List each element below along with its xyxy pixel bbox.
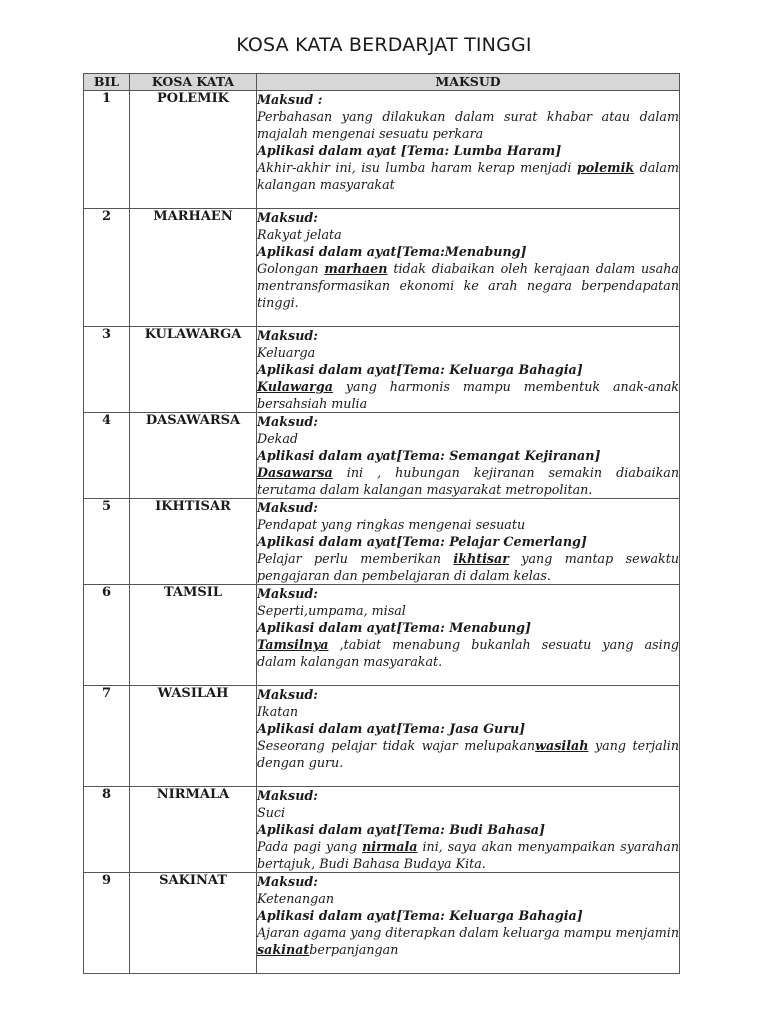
aplikasi-label: Aplikasi dalam ayat[Tema: Jasa Guru] <box>257 721 526 736</box>
aplikasi-label: Aplikasi dalam ayat[Tema: Semangat Kejiranan] <box>257 448 601 463</box>
sentence-text: dalam kalangan masyarakat <box>257 160 680 192</box>
meaning-text: Seperti,umpama, misal <box>257 603 406 618</box>
sentence-keyword: polemik <box>576 160 635 175</box>
meaning-cell <box>257 91 680 209</box>
sentence-text: tidak diabaikan oleh kerajaan dalam usaha mentransformasikan ekonomi ke arah negara berpendapatan tinggi. <box>257 261 679 310</box>
maksud-label: Maksud : <box>257 92 323 107</box>
meaning-text: Rakyat jelata <box>257 227 342 242</box>
sentence-text: ini, saya akan menyampaikan syarahan bertajuk, Budi Bahasa Budaya Kita. <box>257 839 679 871</box>
meaning-cell <box>257 873 680 974</box>
table-row <box>84 787 680 873</box>
vocab-word: DASAWARSA <box>130 413 257 499</box>
row-number: 3 <box>84 327 130 413</box>
row-number: 1 <box>84 91 130 209</box>
table-row <box>84 209 680 327</box>
sentence-keyword: marhaen <box>324 261 388 276</box>
vocab-word: NIRMALA <box>130 787 257 873</box>
meaning-text: Dekad <box>257 431 299 446</box>
example-sentence <box>257 924 679 958</box>
sentence-text: Pada pagi yang <box>257 839 363 854</box>
aplikasi-label: Aplikasi dalam ayat[Tema: Keluarga Bahagia] <box>257 362 583 377</box>
vocab-word: MARHAEN <box>130 209 257 327</box>
maksud-label: Maksud: <box>257 788 318 803</box>
aplikasi-label: Aplikasi dalam ayat[Tema: Keluarga Bahagia] <box>257 908 583 923</box>
meaning-cell <box>257 499 680 585</box>
sentence-text: yang harmonis mampu membentuk anak-anak bersahsiah mulia <box>257 379 679 411</box>
sentence-text: ,tabiat menabung bukanlah sesuatu yang asing dalam kalangan masyarakat. <box>257 637 679 669</box>
table-row <box>84 91 680 209</box>
sentence-text: Ajaran agama yang diterapkan dalam keluarga mampu menjamin <box>257 925 679 940</box>
sentence-text: yang mantap sewaktu pengajaran dan pembelajaran di dalam kelas. <box>257 551 679 583</box>
sentence-keyword: ikhtisar <box>453 551 509 566</box>
vocab-word: IKHTISAR <box>130 499 257 585</box>
vocab-word: SAKINAT <box>130 873 257 974</box>
sentence-keyword: nirmala <box>362 839 418 854</box>
row-number: 7 <box>84 686 130 787</box>
meaning-cell <box>257 686 680 787</box>
vocab-word: TAMSIL <box>130 585 257 686</box>
maksud-label: Maksud: <box>257 414 318 429</box>
maksud-label: Maksud: <box>257 500 318 515</box>
maksud-label: Maksud: <box>257 210 318 225</box>
table-row <box>84 413 680 499</box>
meaning-cell <box>257 787 680 873</box>
table-row <box>84 499 680 585</box>
row-number: 4 <box>84 413 130 499</box>
example-sentence <box>257 378 679 412</box>
header-kosa-kata: KOSA KATA <box>130 74 257 91</box>
meaning-text: Ikatan <box>257 704 299 719</box>
aplikasi-label: Aplikasi dalam ayat[Tema: Budi Bahasa] <box>257 822 546 837</box>
table-row <box>84 873 680 974</box>
table-row <box>84 686 680 787</box>
maksud-label: Maksud: <box>257 328 318 343</box>
row-number: 9 <box>84 873 130 974</box>
sentence-text: yang terjalin dengan guru. <box>257 738 679 770</box>
meaning-text: Perbahasan yang dilakukan dalam surat khabar atau dalam majalah mengenai sesuatu perkara <box>257 109 679 141</box>
vocab-word: POLEMIK <box>130 91 257 209</box>
example-sentence <box>257 636 679 670</box>
example-sentence <box>257 159 679 193</box>
sentence-text: Golongan <box>257 261 325 276</box>
sentence-text: Seseorang pelajar tidak wajar melupakan <box>257 738 536 753</box>
sentence-text: berpanjangan <box>309 942 399 957</box>
example-sentence <box>257 464 679 498</box>
meaning-text: Keluarga <box>257 345 316 360</box>
sentence-keyword: Tamsilnya <box>257 637 329 652</box>
maksud-label: Maksud: <box>257 874 318 889</box>
table-row <box>84 327 680 413</box>
vocab-word: WASILAH <box>130 686 257 787</box>
sentence-text: Akhir-akhir ini, isu lumba haram kerap menjadi <box>257 160 577 175</box>
sentence-keyword: sakinat <box>257 942 310 957</box>
vocabulary-table <box>83 73 680 974</box>
row-number: 6 <box>84 585 130 686</box>
sentence-text: ini , hubungan kejiranan semakin diabaikan terutama dalam kalangan masyarakat metropolitan. <box>257 465 679 497</box>
table-header-row <box>84 74 680 91</box>
aplikasi-label: Aplikasi dalam ayat[Tema:Menabung] <box>257 244 527 259</box>
maksud-label: Maksud: <box>257 586 318 601</box>
example-sentence <box>257 838 679 872</box>
aplikasi-label: Aplikasi dalam ayat [Tema: Lumba Haram] <box>257 143 562 158</box>
meaning-text: Ketenangan <box>257 891 335 906</box>
table-row <box>84 585 680 686</box>
sentence-keyword: Dasawarsa <box>257 465 333 480</box>
page-title: KOSA KATA BERDARJAT TINGGI <box>236 34 532 56</box>
meaning-cell <box>257 413 680 499</box>
sentence-text: Pelajar perlu memberikan <box>257 551 454 566</box>
header-bil: BIL <box>84 74 130 91</box>
meaning-text: Pendapat yang ringkas mengenai sesuatu <box>257 517 526 532</box>
sentence-keyword: wasilah <box>535 738 589 753</box>
sentence-keyword: Kulawarga <box>257 379 333 394</box>
vocab-word: KULAWARGA <box>130 327 257 413</box>
aplikasi-label: Aplikasi dalam ayat[Tema: Pelajar Cemerlang] <box>257 534 587 549</box>
meaning-cell <box>257 585 680 686</box>
header-maksud: MAKSUD <box>257 74 680 91</box>
meaning-cell <box>257 327 680 413</box>
row-number: 2 <box>84 209 130 327</box>
aplikasi-label: Aplikasi dalam ayat[Tema: Menabung] <box>257 620 531 635</box>
maksud-label: Maksud: <box>257 687 318 702</box>
meaning-cell <box>257 209 680 327</box>
example-sentence <box>257 260 679 311</box>
meaning-text: Suci <box>257 805 286 820</box>
example-sentence <box>257 737 679 771</box>
example-sentence <box>257 550 679 584</box>
row-number: 5 <box>84 499 130 585</box>
row-number: 8 <box>84 787 130 873</box>
